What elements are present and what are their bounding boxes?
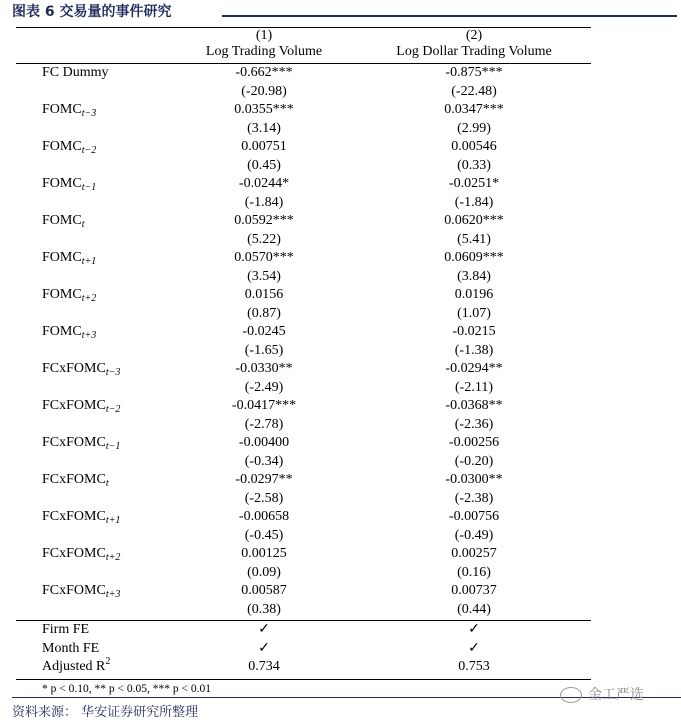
coef-col2: -0.0251* — [448, 176, 500, 191]
coef-row — [16, 101, 591, 120]
wechat-icon — [560, 687, 582, 703]
col2-name: Log Dollar Trading Volume — [396, 44, 552, 59]
tstat-col2: (0.16) — [457, 564, 491, 580]
row-label-subscript: t−2 — [105, 404, 121, 415]
row-label-subscript: t−1 — [105, 441, 121, 452]
coef-col1: 0.00751 — [241, 139, 287, 154]
row-label-subscript: t−2 — [81, 145, 97, 156]
tstat-col1: (0.87) — [247, 305, 281, 321]
coef-row — [16, 138, 591, 157]
r2-col2: 0.753 — [458, 659, 490, 674]
row-label-text: FCxFOMC — [42, 435, 106, 450]
tstat-col2: (0.33) — [457, 157, 491, 173]
control-label: Month FE — [42, 640, 100, 656]
control-row — [16, 640, 591, 659]
tstat-col2: (1.07) — [457, 305, 491, 321]
row-label-text: FOMC — [42, 102, 82, 117]
coef-col2: -0.0215 — [452, 324, 496, 339]
row-label — [42, 286, 96, 306]
coef-col2: 0.0620*** — [444, 213, 504, 228]
coef-col2: -0.00256 — [448, 435, 500, 450]
row-label — [42, 64, 109, 83]
row-label — [42, 397, 120, 417]
row-label-subscript: t+3 — [81, 330, 97, 341]
r2-superscript: 2 — [105, 656, 111, 667]
col1-name: Log Trading Volume — [205, 44, 323, 59]
tstat-row — [16, 564, 591, 583]
coef-row — [16, 397, 591, 416]
control-col2: ✓ — [468, 640, 480, 656]
tstat-row — [16, 305, 591, 324]
row-label — [42, 138, 96, 158]
coef-row — [16, 249, 591, 268]
tstat-col1: (-2.58) — [244, 490, 284, 506]
r2-col1: 0.734 — [248, 659, 280, 674]
row-label-text: FCxFOMC — [42, 361, 106, 376]
row-label — [42, 101, 96, 121]
tstat-col1: (3.54) — [247, 268, 281, 284]
row-label-text: FOMC — [42, 213, 82, 228]
row-label — [42, 360, 120, 380]
significance-note: * p < 0.10, ** p < 0.05, *** p < 0.01 — [42, 682, 211, 695]
tstat-col1: (0.38) — [247, 601, 281, 617]
watermark — [560, 684, 644, 704]
tstat-row — [16, 601, 591, 620]
row-label-subscript: t+2 — [81, 293, 97, 304]
control-col1: ✓ — [258, 640, 270, 656]
row-label-subscript: t−3 — [105, 367, 121, 378]
coef-row — [16, 360, 591, 379]
tstat-row — [16, 379, 591, 398]
row-label-subscript: t+1 — [81, 256, 97, 267]
tstat-col1: (-2.49) — [244, 379, 284, 395]
row-label-text: FCxFOMC — [42, 472, 106, 487]
coef-col2: -0.00756 — [448, 509, 500, 524]
coef-col2: 0.0347*** — [444, 102, 504, 117]
coef-col1: 0.0355*** — [234, 102, 294, 117]
tstat-col1: (-1.65) — [244, 342, 284, 358]
row-label-subscript: t−1 — [81, 182, 97, 193]
tstat-row — [16, 453, 591, 472]
tstat-row — [16, 120, 591, 139]
coef-col2: 0.00257 — [451, 546, 497, 561]
tstat-col2: (-0.49) — [454, 527, 494, 543]
row-label — [42, 508, 120, 528]
coef-col1: 0.0592*** — [234, 213, 294, 228]
coef-row — [16, 323, 591, 342]
watermark-text: 金工严选 — [588, 687, 644, 703]
row-label-subscript: t — [105, 478, 109, 489]
tstat-col1: (-0.34) — [244, 453, 284, 469]
row-label — [42, 212, 84, 232]
tstat-col1: (0.45) — [247, 157, 281, 173]
tstat-col1: (5.22) — [247, 231, 281, 247]
tstat-col2: (-0.20) — [454, 453, 494, 469]
coef-col2: 0.00546 — [451, 139, 497, 154]
tstat-col1: (-1.84) — [244, 194, 284, 210]
control-row — [16, 621, 591, 640]
row-label — [42, 582, 120, 602]
figure-title: 图表 6 交易量的事件研究 — [12, 4, 172, 20]
tstat-col2: (-1.38) — [454, 342, 494, 358]
coef-row — [16, 286, 591, 305]
table-bottom-rule — [16, 679, 591, 680]
row-label-text: FCxFOMC — [42, 509, 106, 524]
header-row-names — [16, 43, 591, 62]
tstat-col2: (-2.11) — [455, 379, 493, 395]
coef-col2: 0.00737 — [451, 583, 497, 598]
tstat-row — [16, 231, 591, 250]
tstat-col1: (0.09) — [247, 564, 281, 580]
coef-col2: -0.0294** — [445, 361, 503, 376]
coef-col1: -0.00658 — [238, 509, 290, 524]
coef-col1: -0.00400 — [238, 435, 290, 450]
tstat-row — [16, 490, 591, 509]
coef-col1: -0.0244* — [238, 176, 290, 191]
tstat-col1: (-0.45) — [244, 527, 284, 543]
coef-col2: -0.875*** — [445, 65, 503, 80]
control-label: Firm FE — [42, 622, 90, 637]
coef-col1: -0.662*** — [235, 65, 293, 80]
row-label-subscript: t+2 — [105, 552, 121, 563]
tstat-col2: (0.44) — [457, 601, 491, 617]
row-label-text: FCxFOMC — [42, 546, 106, 561]
tstat-col2: (5.41) — [457, 231, 491, 247]
row-label-text: FCxFOMC — [42, 398, 106, 413]
tstat-col1: (-20.98) — [241, 83, 287, 99]
coef-col1: -0.0297** — [235, 472, 293, 487]
tstat-col2: (3.84) — [457, 268, 491, 284]
r2-label-text: Adjusted R — [42, 659, 106, 674]
tstat-col2: (-2.36) — [454, 416, 494, 432]
figure-title-bar — [12, 0, 681, 18]
control-col2: ✓ — [468, 622, 480, 637]
coef-row — [16, 582, 591, 601]
coef-col2: -0.0368** — [445, 398, 503, 413]
row-label — [42, 249, 96, 269]
tstat-col2: (-22.48) — [451, 83, 497, 99]
row-label — [42, 434, 120, 454]
tstat-row — [16, 416, 591, 435]
tstat-row — [16, 527, 591, 546]
row-label — [42, 471, 109, 491]
tstat-row — [16, 342, 591, 361]
coef-col1: -0.0245 — [242, 324, 286, 339]
r2-label — [42, 658, 110, 678]
row-label-text: FCxFOMC — [42, 583, 106, 598]
coef-col1: -0.0330** — [235, 361, 293, 376]
coef-col1: -0.0417*** — [231, 398, 297, 413]
r2-row — [16, 658, 591, 677]
coef-col2: -0.0300** — [445, 472, 503, 487]
row-label-subscript: t−3 — [81, 108, 97, 119]
coef-col2: 0.0196 — [454, 287, 494, 302]
row-label-subscript: t+1 — [105, 515, 121, 526]
tstat-col2: (-1.84) — [454, 194, 494, 210]
row-label — [42, 323, 96, 343]
col2-number: (2) — [465, 28, 483, 43]
coef-col2: 0.0609*** — [444, 250, 504, 265]
row-label — [42, 545, 120, 565]
row-label-text: FC Dummy — [42, 65, 109, 80]
tstat-col2: (-2.38) — [454, 490, 494, 506]
tstat-col2: (2.99) — [457, 120, 491, 136]
control-col1: ✓ — [258, 622, 270, 637]
coef-row — [16, 175, 591, 194]
coef-col1: 0.00125 — [241, 546, 287, 561]
tstat-col1: (-2.78) — [244, 416, 284, 432]
coef-row — [16, 434, 591, 453]
row-label-text: FOMC — [42, 287, 82, 302]
coef-row — [16, 471, 591, 490]
row-label-subscript: t — [81, 219, 85, 230]
tstat-row — [16, 157, 591, 176]
title-underline — [222, 15, 677, 17]
col1-number: (1) — [255, 28, 273, 43]
coef-col1: 0.0156 — [244, 287, 284, 302]
source-note: 资料来源： 华安证券研究所整理 — [12, 705, 199, 720]
coef-row — [16, 545, 591, 564]
coef-row — [16, 508, 591, 527]
tstat-row — [16, 83, 591, 102]
row-label-text: FOMC — [42, 139, 82, 154]
tstat-col1: (3.14) — [247, 120, 281, 136]
tstat-row — [16, 194, 591, 213]
row-label-subscript: t+3 — [105, 589, 121, 600]
row-label-text: FOMC — [42, 176, 82, 191]
row-label-text: FOMC — [42, 250, 82, 265]
coef-col1: 0.0570*** — [234, 250, 294, 265]
row-label — [42, 175, 96, 195]
coef-row — [16, 212, 591, 231]
coef-row — [16, 64, 591, 83]
row-label-text: FOMC — [42, 324, 82, 339]
tstat-row — [16, 268, 591, 287]
coef-col1: 0.00587 — [241, 583, 287, 598]
